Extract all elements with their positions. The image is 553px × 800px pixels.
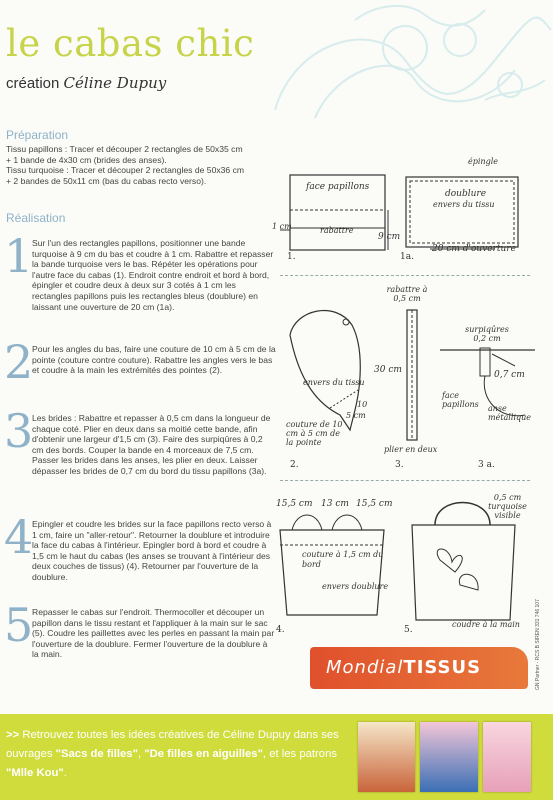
caption-5: 5. bbox=[404, 625, 413, 635]
step-2 bbox=[4, 335, 276, 389]
label-c5: 5 cm bbox=[346, 411, 366, 420]
label-rabattre-3: rabattre à 0,5 cm bbox=[386, 285, 428, 303]
caption-3: 3. bbox=[395, 460, 404, 470]
step-3 bbox=[4, 404, 276, 477]
caption-1a: 1a. bbox=[400, 252, 414, 262]
caption-3a: 3 a. bbox=[478, 460, 495, 470]
step-number: 2 bbox=[4, 335, 34, 389]
footer-banner bbox=[0, 714, 553, 800]
separator: , bbox=[262, 748, 267, 760]
label-turquoise: 0,5 cm turquoise visible bbox=[488, 493, 527, 520]
arrow-marker: >> bbox=[6, 729, 20, 741]
label-couture-4: couture à 1,5 cm du bord bbox=[302, 550, 384, 569]
separator: , bbox=[137, 748, 142, 760]
caption-2: 2. bbox=[290, 460, 299, 470]
label-envers: envers du tissu bbox=[433, 200, 495, 209]
diagram-3 bbox=[395, 300, 435, 450]
footer-text bbox=[6, 726, 351, 783]
decorative-swirl bbox=[255, 0, 553, 120]
step-number: 1 bbox=[4, 229, 34, 283]
label-doublure: doublure bbox=[445, 189, 487, 199]
prep-line: Tissu papillons : Tracer et découper 2 rectangles de 50x35 cm bbox=[6, 144, 243, 154]
book-cover-2 bbox=[420, 722, 478, 792]
step-text: Les brides : Rabattre et repasser à 0,5 cm dans la longueur de chaque coté. Plier en deux dans sa moitié cette bande, afin d'obtenir une largeur d'1,5 cm (3). Faire des surpiqûres à 0,2 cm des bords. Couper la bande en 4 morceaux de 7,5 cm. Passer les brides dans les anses, les plier en deux. Laisser dépasser les brides de 0,7 cm du bord du tissu papillons (3a). bbox=[32, 413, 271, 476]
label-envers-text: envers du tissu bbox=[303, 378, 365, 387]
step-text: Repasser le cabas sur l'endroit. Thermocoller et découper un papillon dans le tissu restant et l'appliquer à la main sur le sac (5). Coudre les paillettes avec les perles en passant la main par l'ouverture de la doublure. Fermer l'ouverture de la doublure à la main. bbox=[32, 607, 275, 660]
divider bbox=[280, 480, 530, 481]
book-cover-3 bbox=[483, 722, 531, 792]
mondial-tissus-logo bbox=[310, 647, 528, 689]
caption-1: 1. bbox=[287, 252, 296, 262]
footer-intro: Retrouvez toutes les idées créatives de Céline Dupuy dans ses ouvrages bbox=[6, 729, 339, 760]
caption-4: 4. bbox=[276, 625, 285, 635]
footer-mid: et les patrons bbox=[269, 748, 338, 760]
label-30cm: 30 cm bbox=[374, 365, 402, 375]
step-1 bbox=[4, 229, 276, 312]
label-coudre: coudre à la main bbox=[452, 620, 520, 629]
book-de-filles-en-aiguilles: "De filles en aiguilles" bbox=[144, 748, 263, 760]
step-number: 4 bbox=[4, 510, 34, 564]
label-envers-doublure: envers doublure bbox=[322, 582, 389, 591]
prep-line: + 1 bande de 4x30 cm (brides des anses). bbox=[6, 154, 167, 165]
label-epingle: épingle bbox=[468, 157, 498, 166]
label-couture-2: couture de 10 cm à 5 cm de la pointe bbox=[286, 420, 343, 447]
measure-3: 15,5 cm bbox=[356, 499, 393, 509]
author-name: Céline Dupuy bbox=[63, 74, 167, 92]
brand-name-italic: Mondial bbox=[326, 657, 404, 678]
creation-credit bbox=[6, 74, 166, 92]
label-plier: plier en deux bbox=[384, 445, 438, 454]
diagram-3a bbox=[440, 330, 540, 450]
label-surpiqures: surpiqûres 0,2 cm bbox=[465, 325, 509, 343]
step-text: Pour les angles du bas, faire une couture de 10 cm à 5 cm de la pointe (couture contre couture). Rabattre les angles vers le bas et coudre à la main les extrémités des pointes (2). bbox=[32, 344, 276, 376]
creation-prefix: création bbox=[6, 75, 60, 92]
book-cover-1 bbox=[358, 722, 415, 792]
step-text: Epingler et coudre les brides sur la face papillons recto verso à 1 cm, faire un "aller-retour". Retourner la doublure et introduire la face du cabas à l'intérieur. Epingler bord à bord et coudre à 1,5 cm le haut du cabas (les anses se trouvant à l'intérieur des deux couches de tissus) (4). Retourner par l'ouverture de la doublure. bbox=[32, 519, 272, 582]
step-4 bbox=[4, 510, 276, 583]
prep-line: + 2 bandes de 50x11 cm (bas du cabas recto verso). bbox=[6, 175, 207, 186]
realisation-heading: Réalisation bbox=[6, 211, 66, 225]
label-ouverture: 20 cm d'ouverture bbox=[432, 244, 516, 254]
label-c10: 10 bbox=[357, 400, 368, 409]
preparation-text bbox=[6, 144, 276, 186]
step-5 bbox=[4, 598, 276, 660]
measure-2: 13 cm bbox=[321, 499, 349, 509]
label-face-papillons: face papillons bbox=[306, 182, 370, 192]
legal-text: GN Partner - RCS B SIREN 331 746 107 bbox=[535, 599, 541, 690]
label-07cm: 0,7 cm bbox=[494, 370, 525, 380]
step-number: 5 bbox=[4, 598, 34, 652]
page-title: le cabas chic bbox=[6, 22, 255, 65]
period: . bbox=[63, 767, 67, 779]
preparation-heading: Préparation bbox=[6, 128, 69, 142]
step-text: Sur l'un des rectangles papillons, positionner une bande turquoise à 9 cm du bas et coudre à 1 cm. Rabattre et repasser la bande turquoise vers le bas. Répéter les opérations pour l'autre face du cabas (1). Endroit contre endroit et bord à bord, épingler et coudre deux à deux sur 3 cotés à 1 cm les rectangles papillons puis les rectangles bleus (doublure) en laissant une ouverture de 20 cm (1a). bbox=[32, 238, 274, 312]
label-envers-2 bbox=[303, 378, 365, 387]
step-number: 3 bbox=[4, 404, 34, 458]
prep-line: Tissu turquoise : Tracer et découper 2 rectangles de 50x36 cm bbox=[6, 165, 245, 175]
measure-1: 15,5 cm bbox=[276, 499, 313, 509]
brand-name-bold: TISSUS bbox=[403, 657, 482, 678]
label-anse: anse métallique bbox=[488, 404, 531, 422]
book-sacs-de-filles: "Sacs de filles" bbox=[55, 748, 138, 760]
label-1cm: 1 cm bbox=[272, 222, 292, 231]
label-rabattre: rabattre bbox=[320, 226, 354, 235]
label-9cm: 9 cm bbox=[378, 232, 401, 242]
label-face-papillons-3a: face papillons bbox=[442, 391, 479, 409]
book-mlle-kou: "Mlle Kou" bbox=[6, 767, 64, 779]
divider bbox=[280, 275, 530, 276]
